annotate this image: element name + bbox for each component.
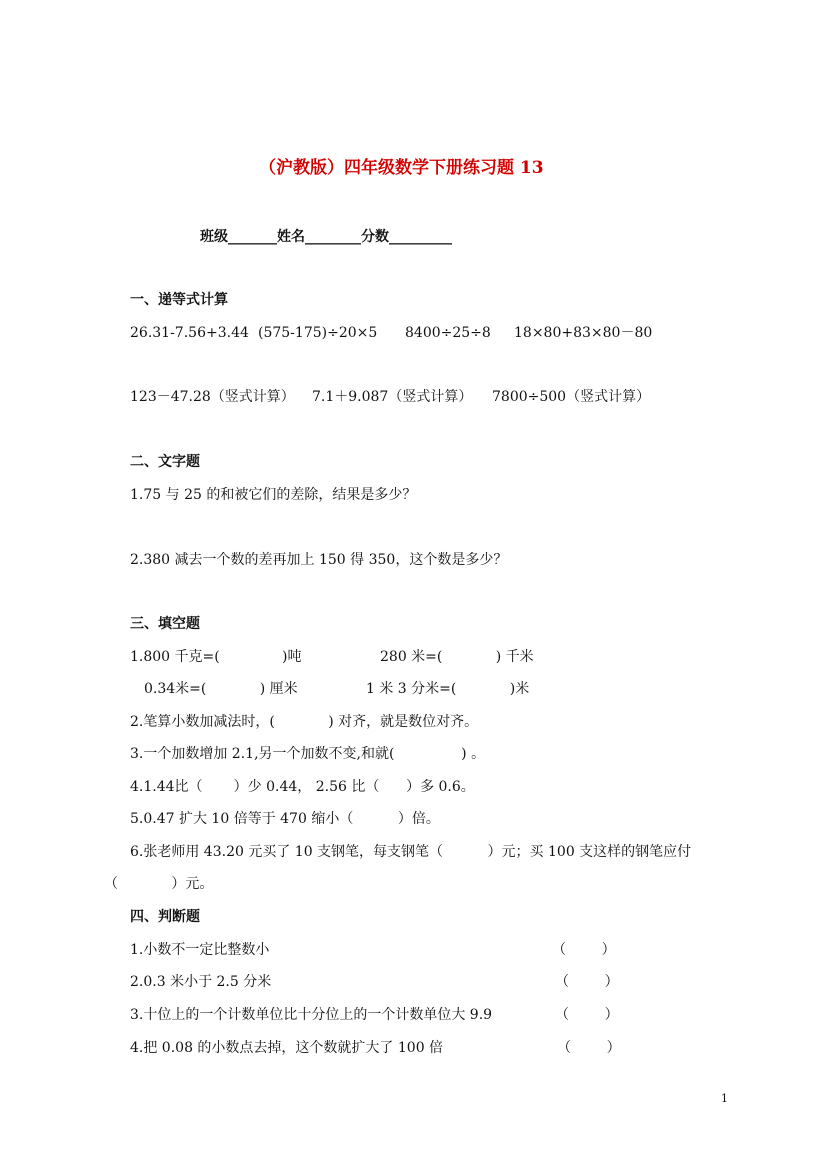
calc-item-7: 7800÷500（竖式计算） [492, 389, 651, 405]
judge-q4: 4.把 0.08 的小数点去掉，这个数就扩大了 100 倍 [130, 1040, 444, 1056]
section-2-heading: 二、文字题 [130, 454, 200, 470]
judge-q2-paren: （ ） [555, 974, 619, 990]
calc-item-1: 26.31-7.56+3.44 [130, 325, 249, 341]
page-number: 1 [721, 1092, 728, 1105]
judge-q3-paren: （ ） [555, 1007, 619, 1023]
judge-q3: 3.十位上的一个计数单位比十分位上的一个计数单位大 9.9 [130, 1007, 493, 1023]
section-4-heading: 四、判断题 [130, 909, 200, 925]
calc-item-6: 7.1＋9.087（竖式计算） [312, 389, 473, 405]
fill-q1c: 0.34米=( ) 厘米 [144, 681, 298, 697]
calc-item-3: 8400÷25÷8 [405, 325, 491, 341]
fill-q1a: 1.800 千克=( )吨 [130, 649, 302, 665]
fill-q6b: （ ）元。 [104, 876, 214, 892]
word-problem-2: 2.380 减去一个数的差再加上 150 得 350，这个数是多少？ [130, 552, 508, 568]
fill-q5: 5.0.47 扩大 10 倍等于 470 缩小（ ）倍。 [130, 811, 440, 827]
student-info-line: 班级_______姓名________分数_________ [200, 229, 452, 245]
fill-q1d: 1 米 3 分米=( )米 [366, 681, 530, 697]
judge-q2: 2.0.3 米小于 2.5 分米 [130, 974, 272, 990]
document-title: （沪教版）四年级数学下册练习题 13 [259, 158, 544, 178]
fill-q2: 2.笔算小数加减法时，( ) 对齐，就是数位对齐。 [130, 714, 479, 730]
calc-item-4: 18×80+83×80－80 [514, 325, 653, 341]
fill-q3: 3.一个加数增加 2.1,另一个加数不变,和就( ) 。 [130, 746, 486, 762]
judge-q4-paren: （ ） [557, 1040, 621, 1056]
section-1-heading: 一、递等式计算 [130, 292, 228, 308]
calc-item-5: 123－47.28（竖式计算） [130, 389, 295, 405]
judge-q1: 1.小数不一定比整数小 [130, 942, 270, 958]
fill-q6a: 6.张老师用 43.20 元买了 10 支钢笔，每支钢笔（ ）元；买 100 支这样的钢笔应付 [130, 844, 692, 860]
calc-item-2: (575-175)÷20×5 [258, 325, 378, 341]
fill-q1b: 280 米=( ) 千米 [380, 649, 534, 665]
fill-q4: 4.1.44比（ ）少 0.44， 2.56 比（ ）多 0.6。 [130, 779, 475, 795]
section-3-heading: 三、填空题 [130, 616, 200, 632]
word-problem-1: 1.75 与 25 的和被它们的差除，结果是多少？ [130, 487, 417, 503]
judge-q1-paren: （ ） [552, 942, 616, 958]
